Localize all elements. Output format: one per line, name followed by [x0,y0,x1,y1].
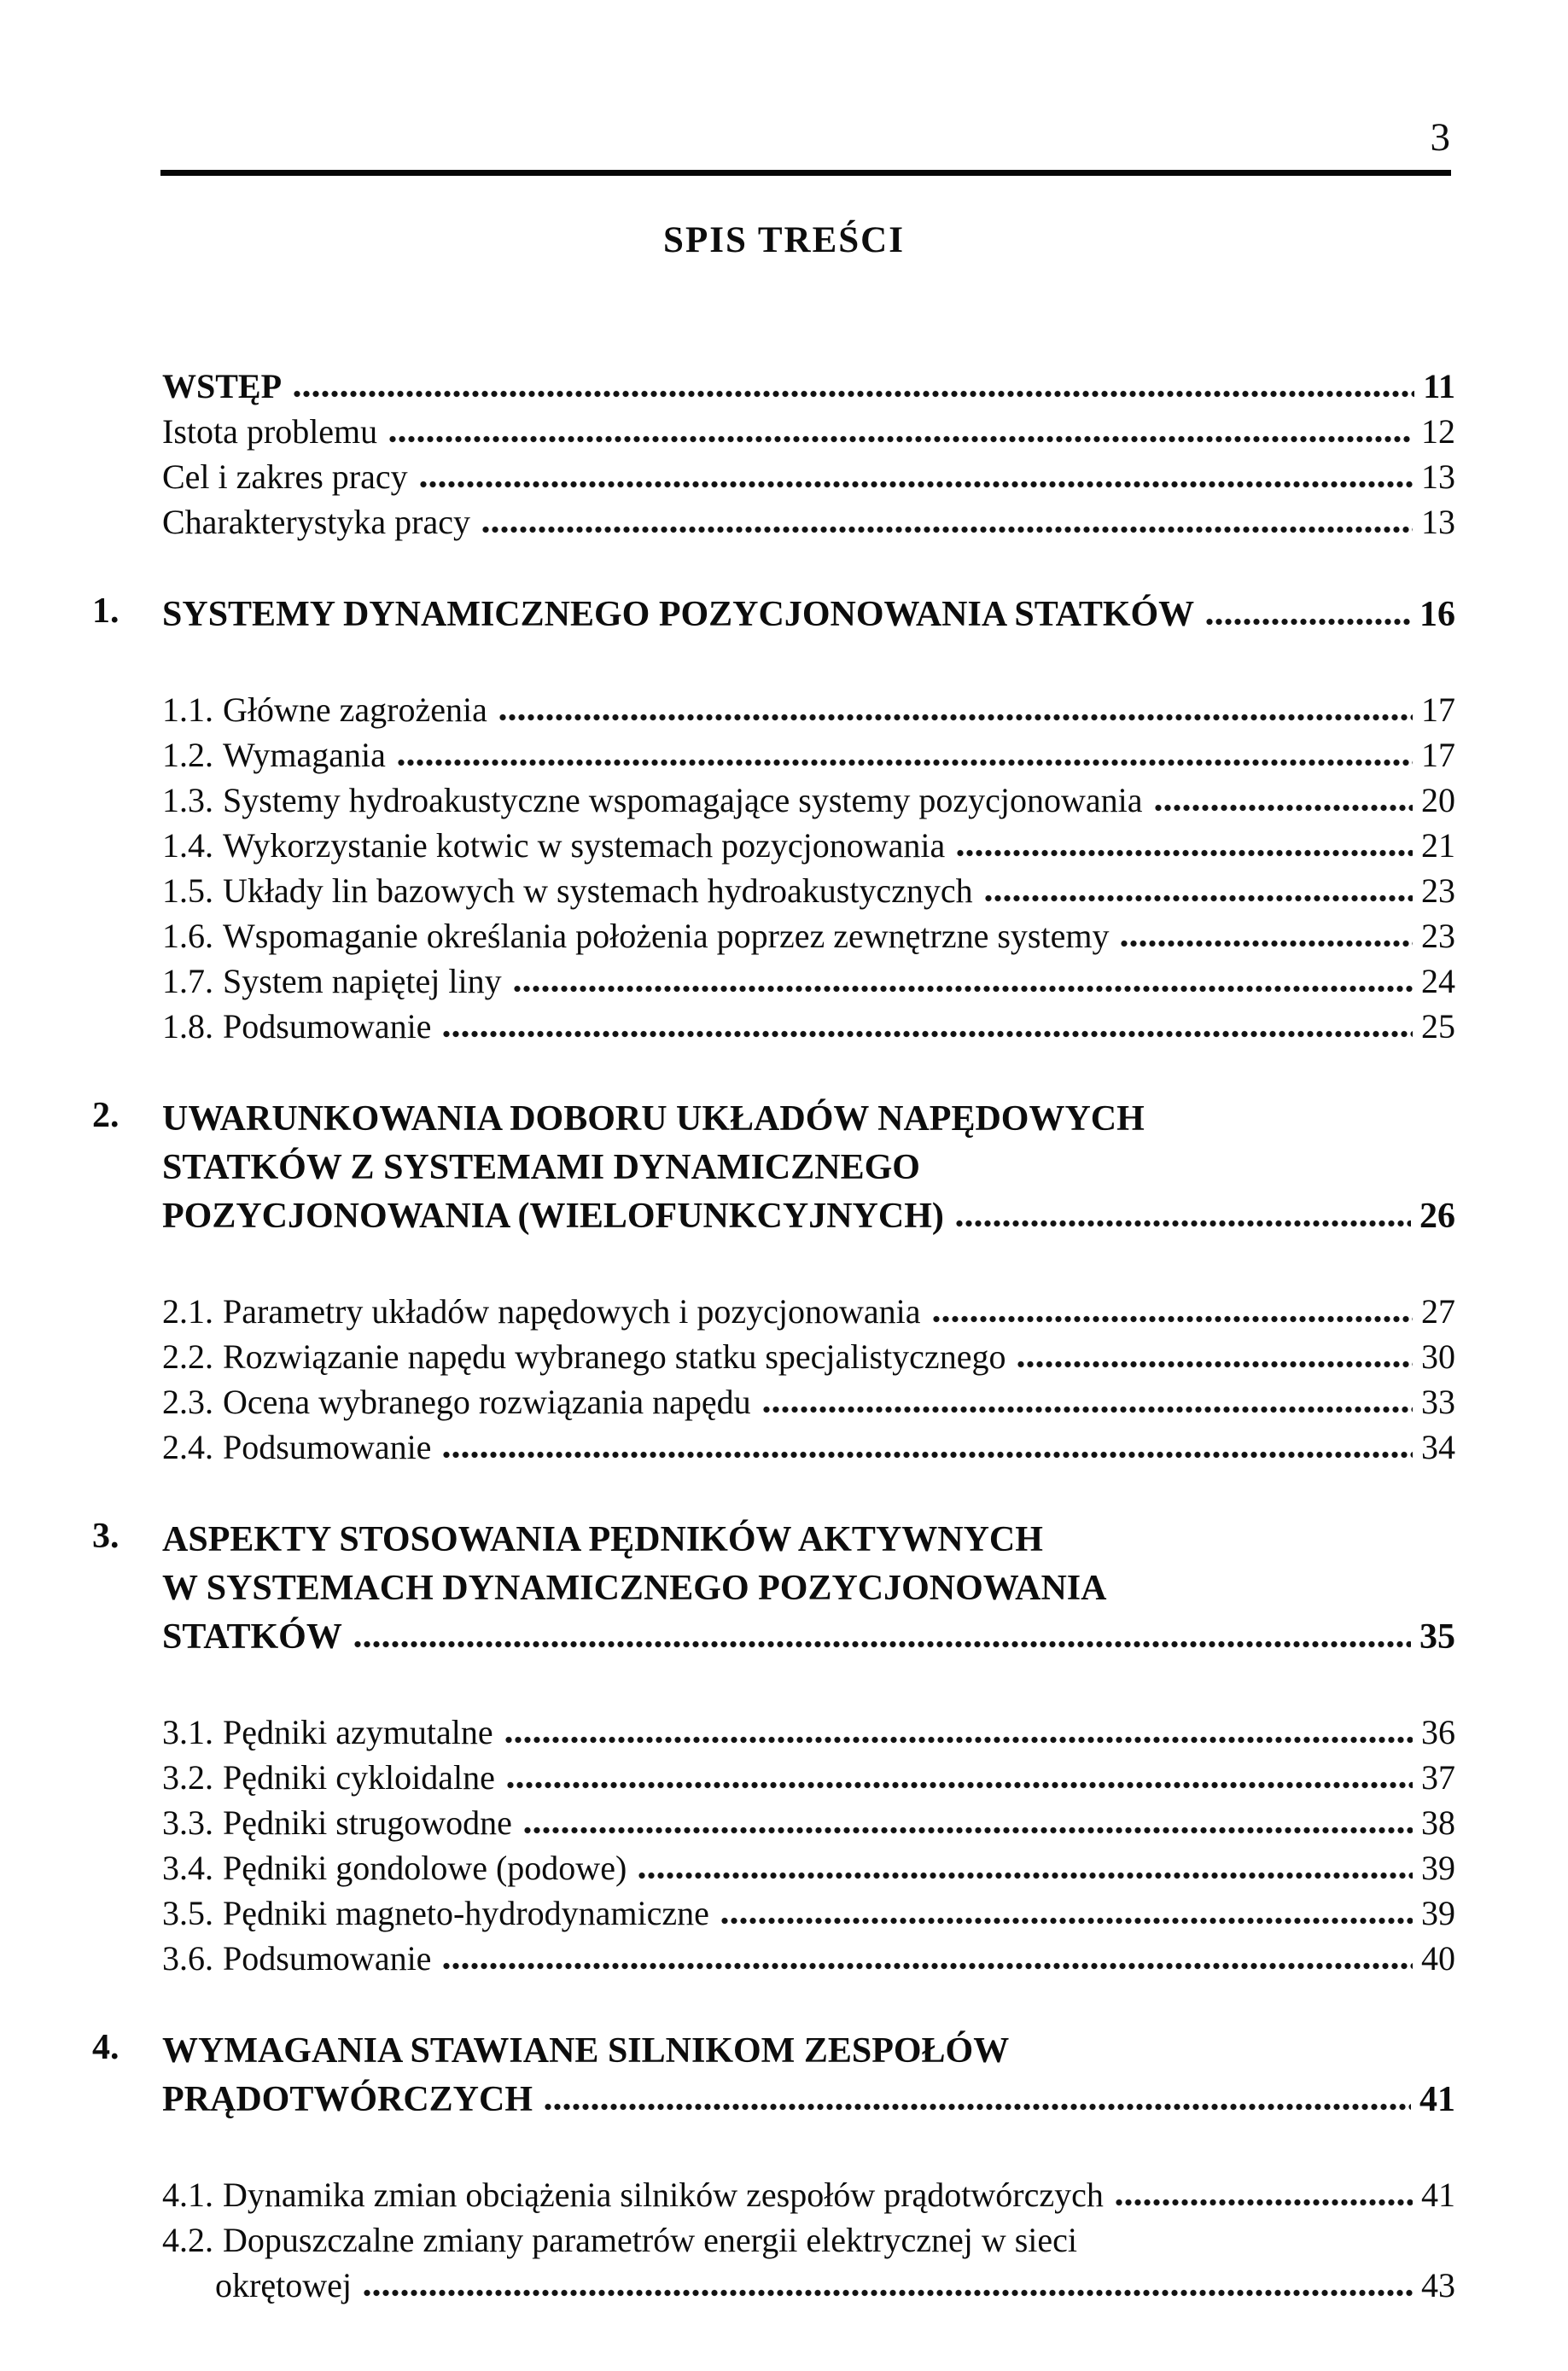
toc-entry-line [162,1710,1455,1755]
toc-entry [162,1289,1455,1334]
entry-title: UWARUNKOWANIA DOBORU UKŁADÓW NAPĘDOWYCH [162,1099,1145,1139]
entry-title: Podsumowanie [223,1939,432,1978]
entry-title: Charakterystyka pracy [162,503,470,541]
dot-leader [354,1640,1411,1648]
section-number: 1.3. [162,781,213,819]
toc-entry-line [162,1890,1455,1936]
section-number: 4.1. [162,2176,213,2214]
dot-leader [389,435,1413,443]
dot-leader [1116,2199,1413,2206]
entry-title: Wymagania [223,736,386,774]
toc-entry [162,823,1455,868]
toc-entry [162,1755,1455,1800]
entry-page-number: 39 [1421,1849,1455,1887]
toc-entry-line [162,2027,1455,2076]
dot-leader [398,759,1413,766]
entry-page-number: 11 [1423,367,1455,405]
toc-entry [92,591,1455,639]
toc-entry [162,2172,1455,2217]
toc-entry-line [162,778,1455,823]
section-number: 1.2. [162,736,213,774]
entry-title: STATKÓW [162,1617,342,1657]
toc-entry [162,732,1455,778]
toc-entry-line [162,1144,1455,1192]
entry-title: ASPEKTY STOSOWANIA PĘDNIKÓW AKTYWNYCH [162,1520,1043,1559]
entry-title: Rozwiązanie napędu wybranego statku specjalistycznego [223,1337,1006,1376]
entry-title: Ocena wybranego rozwiązania napędu [223,1383,751,1421]
toc-entry [162,1890,1455,1936]
entry-page-number: 33 [1421,1383,1455,1421]
entry-title: Systemy hydroakustyczne wspomagające systemy pozycjonowania [223,781,1143,819]
toc-entry-line [162,1192,1455,1241]
toc-entry-line [162,454,1455,499]
toc-entry-line [162,1845,1455,1890]
entry-page-number: 16 [1419,595,1455,634]
entry-title: WSTĘP [162,367,283,405]
dot-leader [763,1406,1413,1413]
toc-entry-line [162,409,1455,454]
entry-page-number: 13 [1421,503,1455,541]
toc-entry-line [162,1613,1455,1662]
toc-entry-line [162,1095,1455,1144]
header-rule [160,170,1451,176]
toc-entry-line [162,687,1455,732]
entry-title: Pędniki magneto-hydrodynamiczne [223,1894,709,1932]
toc-entry [162,1936,1455,1981]
entry-page-number: 36 [1421,1713,1455,1751]
entry-title: Cel i zakres pracy [162,457,408,496]
entry-page-number: 34 [1421,1428,1455,1466]
toc-entry-line [162,1755,1455,1800]
toc-entry [162,913,1455,958]
toc-entry-line [162,1936,1455,1981]
entry-page-number: 35 [1419,1617,1455,1657]
entry-title: PRĄDOTWÓRCZYCH [162,2080,533,2119]
entry-title: Parametry układów napędowych i pozycjonowania [223,1292,921,1331]
entry-title: okrętowej [215,2266,352,2304]
dot-leader [985,894,1413,902]
toc-entry [162,1845,1455,1890]
section-number: 2.1. [162,1292,213,1331]
section-number: 3.4. [162,1849,213,1887]
section-number: 1.8. [162,1007,213,1046]
entry-page-number: 37 [1421,1758,1455,1797]
dot-leader [482,526,1413,533]
chapter-number: 2. [92,1096,119,1135]
dot-leader [294,390,1414,398]
entry-page-number: 23 [1421,917,1455,955]
chapter-number: 3. [92,1517,119,1556]
entry-page-number: 24 [1421,962,1455,1000]
dot-leader [420,481,1413,488]
entry-page-number: 26 [1419,1197,1455,1236]
dot-leader [443,1030,1413,1038]
dot-leader [443,1962,1413,1970]
entry-page-number: 41 [1421,2176,1455,2214]
toc-entry [162,687,1455,732]
entry-page-number: 20 [1421,781,1455,819]
toc-entry [162,499,1455,545]
chapter-number: 1. [92,591,119,631]
toc-entry [92,1516,1455,1662]
page-number: 3 [1430,115,1450,160]
dot-leader [507,1781,1413,1789]
section-number: 3.6. [162,1939,213,1978]
entry-title: Układy lin bazowych w systemach hydroakustycznych [223,871,973,910]
entry-page-number: 12 [1421,412,1455,451]
toc-entry [162,1424,1455,1470]
toc-entry-line [162,2076,1455,2124]
section-number: 1.6. [162,917,213,955]
entry-page-number: 41 [1419,2080,1455,2119]
entry-title: Pędniki strugowodne [223,1803,512,1842]
entry-title: Pędniki cykloidalne [223,1758,495,1797]
chapter-number: 4. [92,2028,119,2067]
entry-page-number: 39 [1421,1894,1455,1932]
toc-entry [162,1800,1455,1845]
dot-leader [514,985,1413,993]
dot-leader [545,2103,1411,2111]
section-number: 2.2. [162,1337,213,1376]
toc-entry-line [162,1800,1455,1845]
toc-entry [162,1004,1455,1049]
dot-leader [957,849,1413,857]
toc-entry [162,778,1455,823]
toc-entry-line [162,913,1455,958]
entry-page-number: 38 [1421,1803,1455,1842]
toc-entry-line [162,1424,1455,1470]
toc-entry-line [162,1516,1455,1564]
entry-title: Podsumowanie [223,1007,432,1046]
dot-leader [956,1220,1411,1227]
entry-title: Dopuszczalne zmiany parametrów energii elektrycznej w sieci [223,2221,1078,2259]
toc-entry-line [162,1004,1455,1049]
entry-page-number: 21 [1421,826,1455,865]
toc-entry-line [162,1379,1455,1424]
section-number: 3.2. [162,1758,213,1797]
toc [92,364,1455,2308]
entry-title: W SYSTEMACH DYNAMICZNEGO POZYCJONOWANIA [162,1569,1107,1608]
toc-entry [162,454,1455,499]
toc-entry [92,1095,1455,1241]
page-title: SPIS TREŚCI [663,220,905,260]
toc-entry [162,409,1455,454]
section-number: 3.5. [162,1894,213,1932]
entry-title: Główne zagrożenia [223,690,487,729]
dot-leader [364,2289,1413,2297]
entry-page-number: 17 [1421,690,1455,729]
toc-entry-line [162,2217,1455,2263]
entry-title: STATKÓW Z SYSTEMAMI DYNAMICZNEGO [162,1148,920,1187]
entry-page-number: 43 [1421,2266,1455,2304]
toc-entry [162,958,1455,1004]
toc-entry-line [162,868,1455,913]
entry-page-number: 27 [1421,1292,1455,1331]
toc-entry-line [162,591,1455,639]
toc-entry [162,1379,1455,1424]
toc-entry-line [162,1289,1455,1334]
dot-leader [638,1872,1413,1879]
section-number: 4.2. [162,2221,213,2259]
entry-page-number: 25 [1421,1007,1455,1046]
section-number: 1.7. [162,962,213,1000]
dot-leader [933,1315,1413,1323]
entry-title: Pędniki gondolowe (podowe) [223,1849,627,1887]
dot-leader [1206,618,1411,626]
toc-entry [162,868,1455,913]
section-number: 1.4. [162,826,213,865]
entry-title: Wykorzystanie kotwic w systemach pozycjonowania [223,826,946,865]
dot-leader [721,1917,1413,1925]
entry-title: Istota problemu [162,412,378,451]
toc-entry-line [162,1564,1455,1613]
dot-leader [499,714,1413,721]
toc-entry-line [162,364,1455,409]
toc-entry [162,2217,1455,2308]
section-number: 3.3. [162,1803,213,1842]
section-number: 3.1. [162,1713,213,1751]
section-number: 1.1. [162,690,213,729]
section-number: 2.4. [162,1428,213,1466]
toc-entry [162,1334,1455,1379]
entry-page-number: 40 [1421,1939,1455,1978]
toc-entry-line [162,958,1455,1004]
section-number: 1.5. [162,871,213,910]
toc-entry-line [162,732,1455,778]
dot-leader [524,1826,1413,1834]
toc-entry-line [162,2263,1455,2308]
entry-title: Pędniki azymutalne [223,1713,493,1751]
section-number: 2.3. [162,1383,213,1421]
toc-entry [92,2027,1455,2124]
toc-entry-line [162,2172,1455,2217]
entry-page-number: 23 [1421,871,1455,910]
entry-title: Wspomaganie określania położenia poprzez zewnętrzne systemy [223,917,1110,955]
dot-leader [443,1451,1413,1459]
toc-entry-line [162,499,1455,545]
entry-title: POZYCJONOWANIA (WIELOFUNKCYJNYCH) [162,1197,944,1236]
toc-entry-line [162,1334,1455,1379]
dot-leader [505,1736,1413,1744]
entry-title: System napiętej liny [223,962,502,1000]
dot-leader [1017,1360,1413,1368]
dot-leader [1155,804,1414,812]
entry-page-number: 13 [1421,457,1455,496]
toc-entry [162,1710,1455,1755]
dot-leader [1121,940,1413,947]
entry-title: Dynamika zmian obciążenia silników zespołów prądotwórczych [223,2176,1104,2214]
entry-page-number: 30 [1421,1337,1455,1376]
entry-page-number: 17 [1421,736,1455,774]
entry-title: SYSTEMY DYNAMICZNEGO POZYCJONOWANIA STATKÓW [162,595,1195,634]
entry-title: Podsumowanie [223,1428,432,1466]
toc-entry [162,364,1455,409]
entry-title: WYMAGANIA STAWIANE SILNIKOM ZESPOŁÓW [162,2031,1010,2071]
toc-entry-line [162,823,1455,868]
